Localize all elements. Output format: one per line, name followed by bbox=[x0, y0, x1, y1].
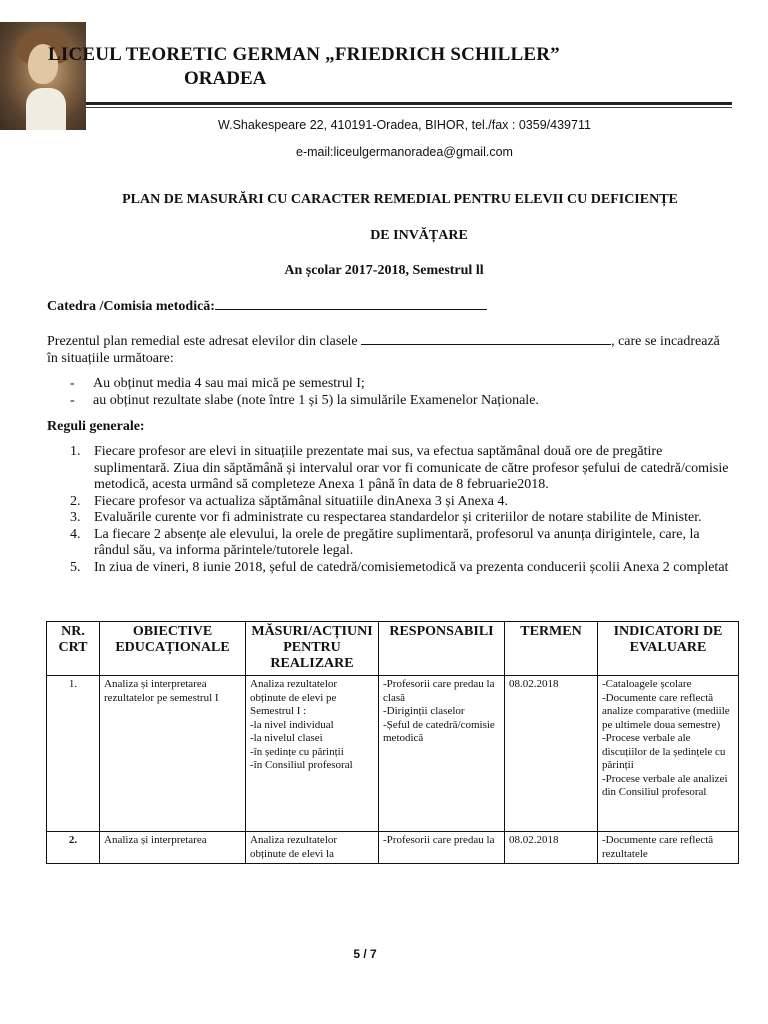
col-indicatori: INDICATORI DE EVALUARE bbox=[598, 622, 739, 676]
list-item: 5. In ziua de vineri, 8 iunie 2018, șeful de catedră/comisiemetodică va prezenta conducerii școlii Anexa 2 completat bbox=[70, 559, 729, 575]
document-title-line2: DE INVĂȚARE bbox=[370, 228, 468, 243]
table-row: 2. Analiza și interpretarea Analiza rezultatelor obținute de elevi la -Profesorii care predau la 08.02.2018 -Documente care reflectă rezultatele bbox=[47, 832, 739, 864]
intro-part1: Prezentul plan remedial este adresat elevilor din clasele bbox=[47, 334, 362, 349]
list-item: 2. Fiecare profesor va actualiza săptămânal situatiile dinAnexa 3 și Anexa 4. bbox=[70, 493, 509, 509]
list-item: - Au obținut media 4 sau mai mică pe semestrul I; bbox=[70, 376, 365, 391]
remedial-plan-table bbox=[46, 621, 739, 864]
portrait-collar bbox=[26, 88, 66, 130]
classes-blank bbox=[361, 332, 611, 345]
school-email: e-mail:liceulgermanoradea@gmail.com bbox=[296, 145, 513, 159]
school-city: ORADEA bbox=[184, 68, 267, 89]
catedra-blank bbox=[215, 297, 487, 310]
header-rule-thin bbox=[86, 107, 732, 108]
col-masuri: MĂSURI/ACȚIUNI PENTRU REALIZARE bbox=[246, 622, 379, 676]
catedra-field bbox=[47, 297, 487, 315]
list-item: 4. La fiecare 2 absențe ale elevului, la orele de pregătire suplimentară, profesorul va anunța dirigintele, care, la rândul său, va informa părintele/tutorele legal. bbox=[70, 526, 700, 558]
col-nr-crt: NR. CRT bbox=[47, 622, 100, 676]
catedra-label: Catedra /Comisia metodică: bbox=[47, 299, 215, 314]
col-obiective: OBIECTIVE EDUCAȚIONALE bbox=[100, 622, 246, 676]
school-year: An școlar 2017-2018, Semestrul ll bbox=[284, 263, 484, 278]
rules-list bbox=[70, 444, 738, 576]
col-termen: TERMEN bbox=[505, 622, 598, 676]
list-item: 3. Evaluările curente vor fi administrate cu respectarea standardelor și criteriilor de notare stabilite de Minister. bbox=[70, 510, 702, 525]
document-title: PLAN DE MASURĂRI CU CARACTER REMEDIAL PENTRU ELEVII CU DEFICIENȚE bbox=[122, 192, 678, 207]
schiller-portrait bbox=[0, 22, 86, 130]
intro-part2: , care se incadrează în situațiile următoare: bbox=[47, 334, 720, 366]
header-rule-thick bbox=[86, 102, 732, 105]
table-row: 1. Analiza și interpretarea rezultatelor pe semestrul I Analiza rezultatelor obținute de elevi pe Semestrul I : -la nivel individual -la nivelul clasei -în ședințe cu părinții -în Consiliul profesoral -Profesorii care predau la clasă -Diriginții claselor -Șeful de catedră/comisie metodică 08.02.2018 -Cataloagele școlare -Documente care reflectă analize comparative (mediile pe ultimele doua semestre) -Procese verbale ale discuțiilor de la ședințele cu părinții -Procese verbale ale analizei din Consiliul profesoral bbox=[47, 676, 739, 832]
list-item: - au obținut rezultate slabe (note între 1 și 5) la simulările Examenelor Naționale. bbox=[70, 393, 539, 408]
school-address: W.Shakespeare 22, 410191-Oradea, BIHOR, tel./fax : 0359/439711 bbox=[218, 118, 591, 132]
page-number: 5 / 7 bbox=[353, 947, 377, 961]
table-header-row bbox=[47, 622, 739, 676]
intro-paragraph bbox=[47, 332, 727, 367]
rules-heading: Reguli generale: bbox=[47, 419, 145, 434]
bullet-list bbox=[70, 375, 730, 409]
list-item: 1. Fiecare profesor are elevi in situațiile prezentate mai sus, va efectua saptămânal două ore de pregătire suplimentară. Ziua din săptămână și intervalul orar vor fi comunicate de către profesor șefului de catedră/comisie metodică, acesta urmând să completeze Anexa 1 până în data de 8 februarie2018. bbox=[70, 444, 729, 492]
col-responsabili: RESPONSABILI bbox=[379, 622, 505, 676]
school-name: LICEUL TEORETIC GERMAN „FRIEDRICH SCHILLER” bbox=[48, 44, 560, 65]
